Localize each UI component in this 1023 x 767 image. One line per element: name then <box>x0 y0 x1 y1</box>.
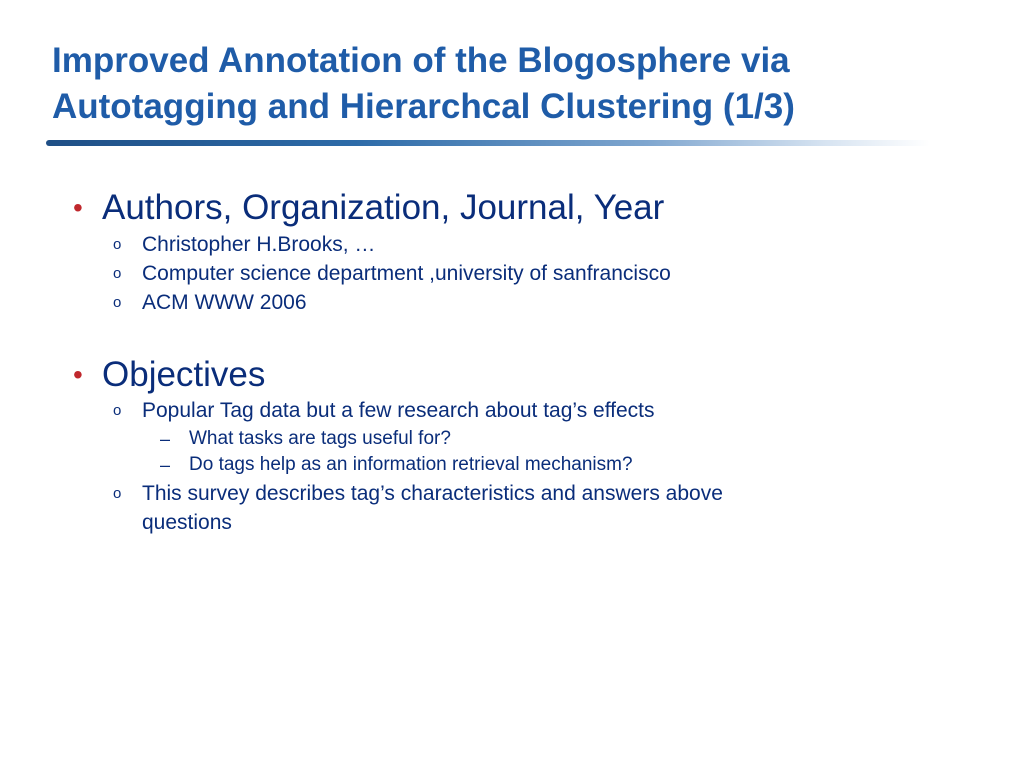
list-item-authors: Christopher H.Brooks, … <box>142 233 376 256</box>
sub-bullet-icon: o <box>113 265 122 282</box>
list-subitem-question-1: What tasks are tags useful for? <box>189 428 451 449</box>
sub-bullet-icon: o <box>113 294 122 311</box>
slide-title-line-1: Improved Annotation of the Blogosphere via <box>52 41 790 80</box>
bullet-icon: • <box>73 359 83 390</box>
list-subitem-question-2: Do tags help as an information retrieval mechanism? <box>189 454 633 475</box>
list-item-journal-year: ACM WWW 2006 <box>142 291 307 314</box>
list-item-objective-2: This survey describes tag’s characteristics and answers above <box>142 482 723 505</box>
sub-bullet-icon: o <box>113 485 122 502</box>
sub-bullet-icon: o <box>113 402 122 419</box>
slide-title-line-2: Autotagging and Hierarchcal Clustering (1/3) <box>52 87 795 126</box>
list-item-organization: Computer science department ,university of sanfrancisco <box>142 262 671 285</box>
sub-bullet-icon: o <box>113 236 122 253</box>
list-item-objective-2-continued: questions <box>142 511 232 534</box>
bullet-icon: • <box>73 192 83 223</box>
sub-sub-bullet-icon: – <box>160 429 171 449</box>
section-heading-objectives: Objectives <box>102 355 266 394</box>
section-heading-authors: Authors, Organization, Journal, Year <box>102 188 665 227</box>
sub-sub-bullet-icon: – <box>160 455 171 475</box>
list-item-objective-1: Popular Tag data but a few research about tag’s effects <box>142 399 655 422</box>
